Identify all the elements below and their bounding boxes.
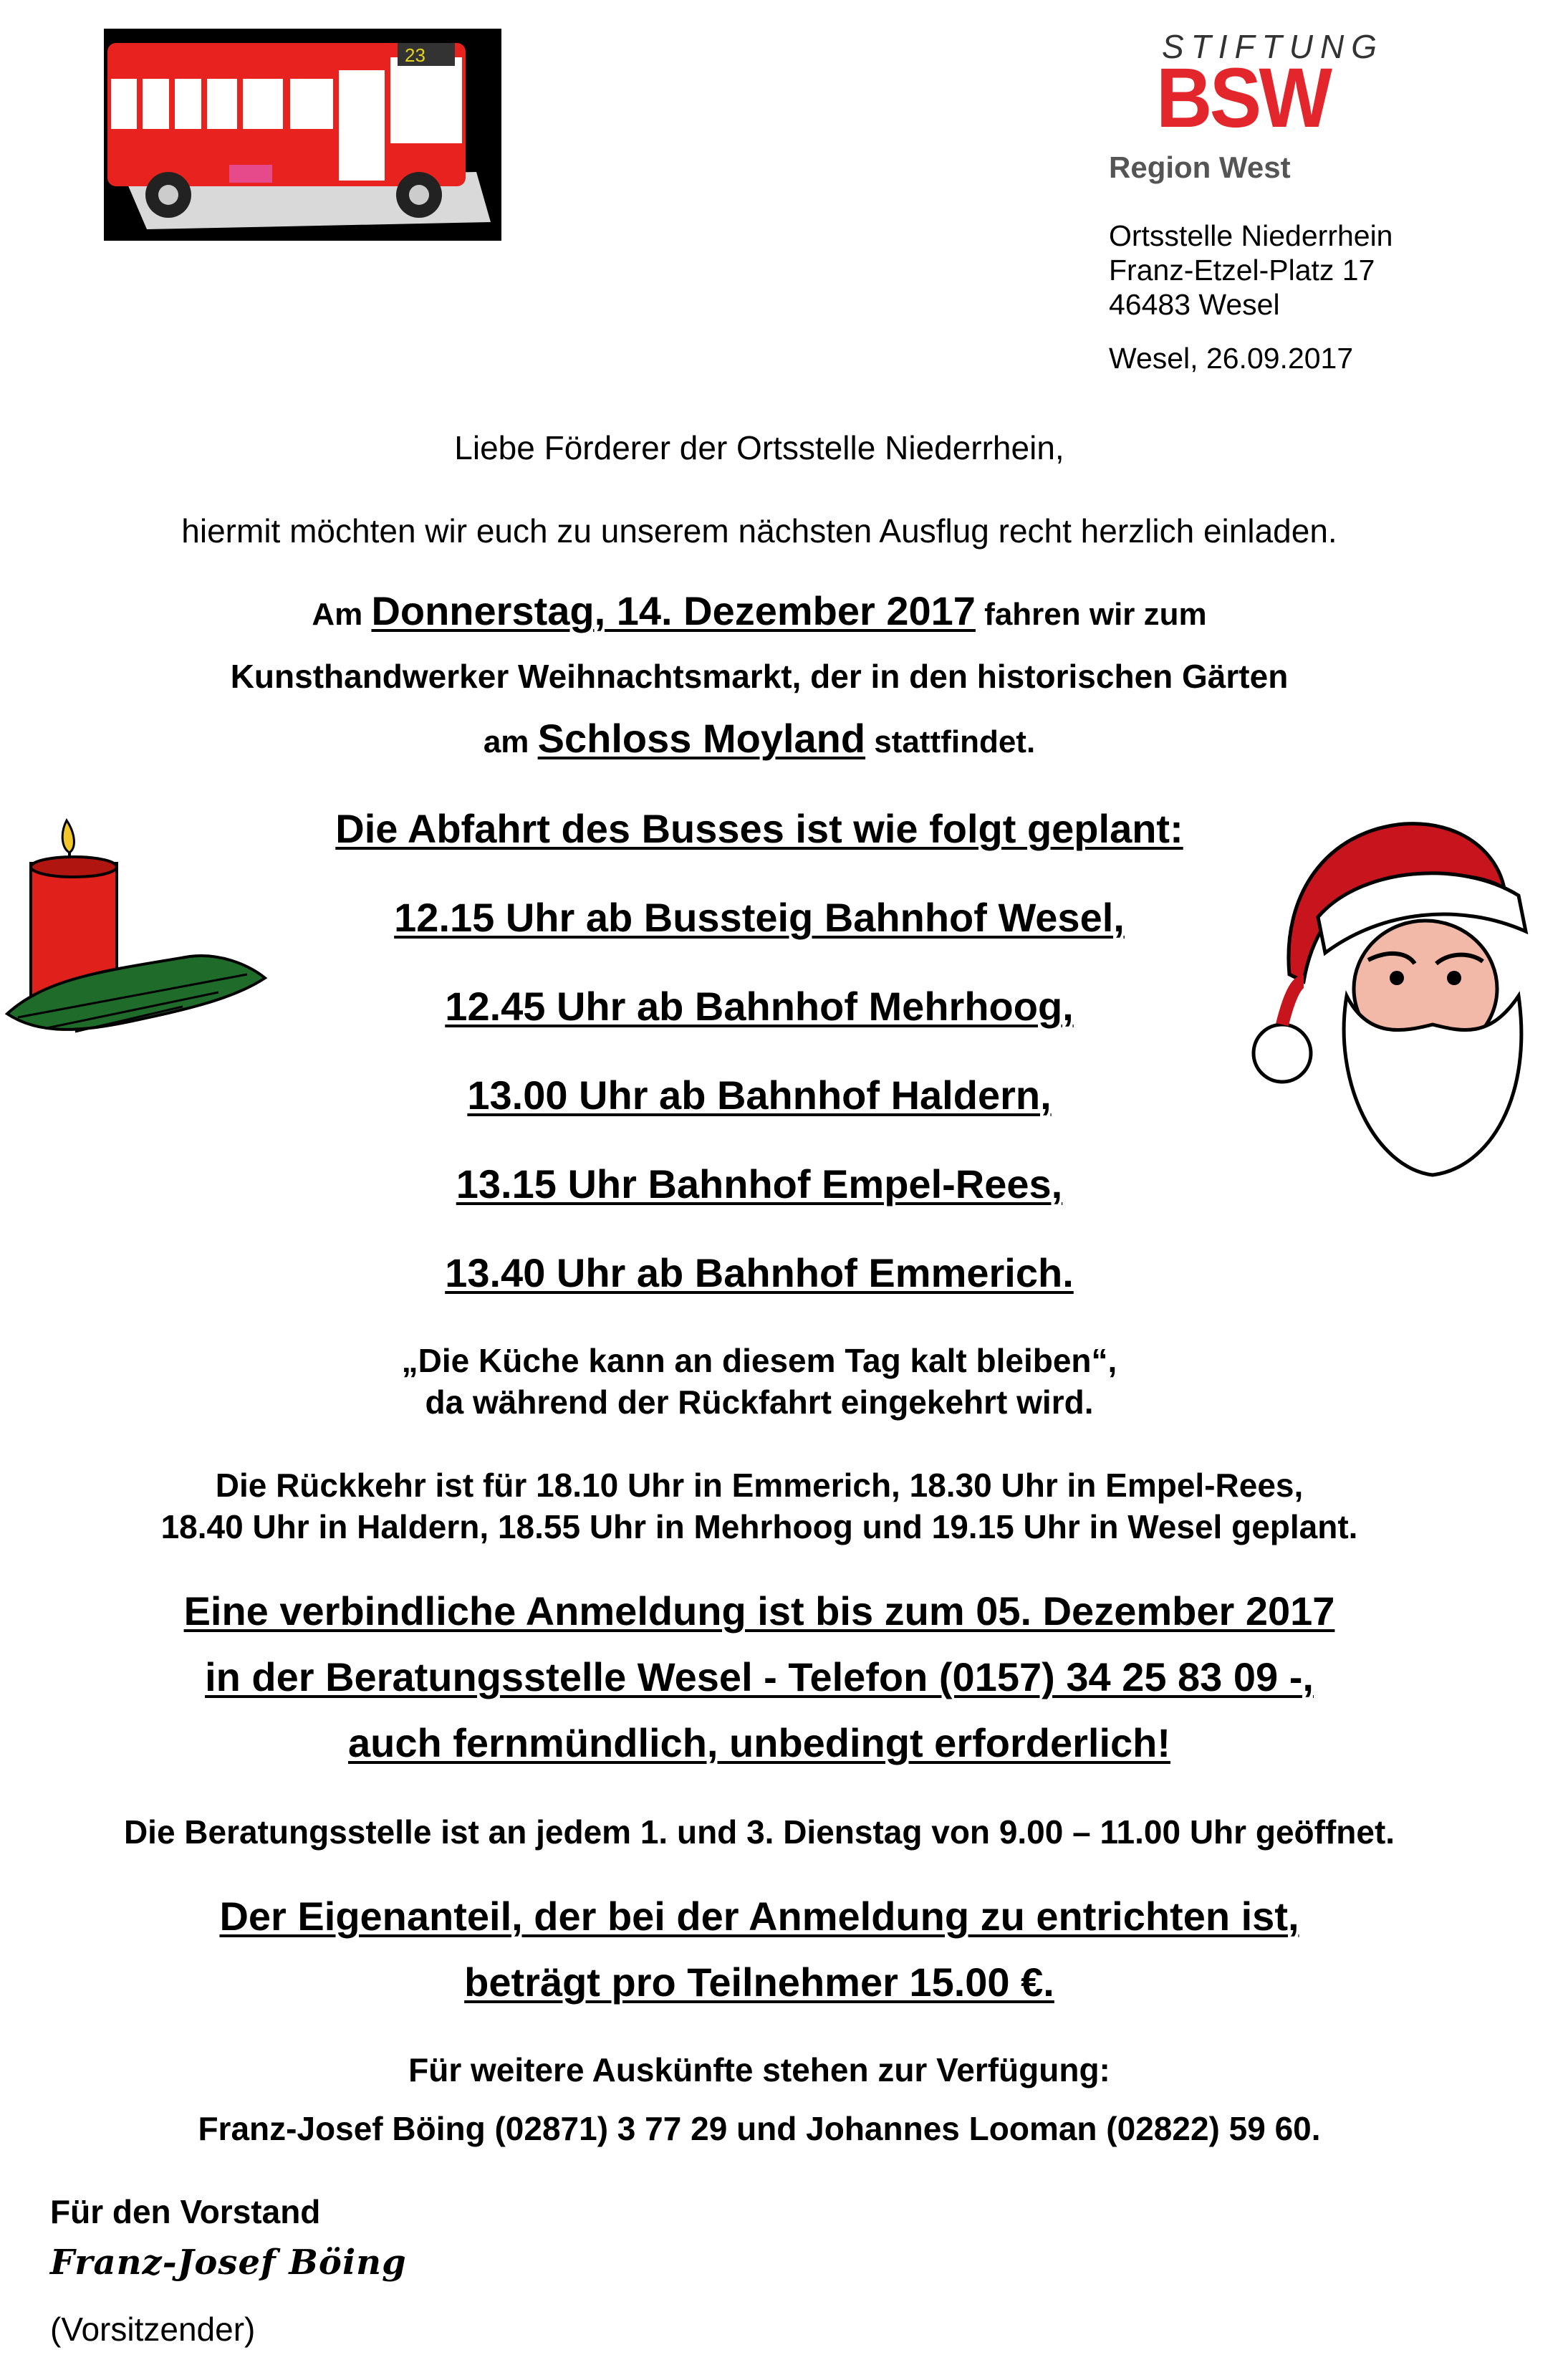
registration-line-1: Eine verbindliche Anmeldung ist bis zum 05. Dezember 2017: [183, 1588, 1335, 1634]
contact-line: Franz-Josef Böing (02871) 3 77 29 und Johannes Looman (02822) 59 60.: [198, 2110, 1321, 2147]
event-place: Schloss Moyland: [537, 716, 866, 761]
bus-illustration: [104, 29, 501, 241]
departure-item: 12.15 Uhr ab Bussteig Bahnhof Wesel,: [394, 895, 1125, 940]
departure-item: 12.45 Uhr ab Bahnhof Mehrhoog,: [445, 984, 1074, 1029]
fee-line-2: beträgt pro Teilnehmer 15.00 €.: [464, 1960, 1054, 2005]
event-line3-post: stattfindet.: [865, 724, 1036, 759]
event-pre: Am: [312, 597, 372, 632]
departure-item: 13.00 Uhr ab Bahnhof Haldern,: [467, 1073, 1052, 1118]
intro-text: hiermit möchten wir euch zu unserem nächsten Ausflug recht herzlich einladen.: [181, 512, 1337, 550]
logo-bsw-text: BSW: [1156, 51, 1330, 145]
region-label: Region West: [1109, 150, 1291, 184]
closing: Für den Vorstand: [50, 2193, 321, 2230]
sender-address: [1109, 219, 1393, 322]
signature: Franz-Josef Böing: [50, 2243, 407, 2283]
kitchen-note-line-2: da während der Rückfahrt eingekehrt wird.: [425, 1383, 1094, 1421]
kitchen-note-line-1: „Die Küche kann an diesem Tag kalt bleiben“,: [401, 1342, 1117, 1379]
registration-line-3: auch fernmündlich, unbedingt erforderlich!: [347, 1720, 1171, 1765]
registration-line-2: in der Beratungsstelle Wesel - Telefon (0157) 34 25 83 09 -,: [205, 1654, 1314, 1699]
event-line-3: [0, 715, 1519, 762]
event-line-1: [0, 587, 1519, 634]
event-date: Donnerstag, 14. Dezember 2017: [371, 588, 976, 633]
event-line3-pre: am: [483, 724, 538, 759]
greeting: Liebe Förderer der Ortsstelle Niederrhein,: [454, 429, 1064, 466]
event-line-2: Kunsthandwerker Weihnachtsmarkt, der in den historischen Gärten: [230, 658, 1289, 695]
address-line: Ortsstelle Niederrhein: [1109, 219, 1393, 252]
signer-role: (Vorsitzender): [50, 2311, 256, 2348]
departure-item: 13.15 Uhr Bahnhof Empel-Rees,: [456, 1161, 1063, 1207]
bus-route-number: 23: [405, 44, 425, 66]
address-line: Franz-Etzel-Platz 17: [1109, 254, 1375, 287]
return-line-2: 18.40 Uhr in Haldern, 18.55 Uhr in Mehrhoog und 19.15 Uhr in Wesel geplant.: [160, 1508, 1358, 1545]
logo-stiftung-text: STIFTUNG: [1162, 28, 1384, 65]
letter-date: Wesel, 26.09.2017: [1109, 342, 1354, 375]
contact-heading: Für weitere Auskünfte stehen zur Verfügung:: [408, 2051, 1110, 2088]
return-line-1: Die Rückkehr ist für 18.10 Uhr in Emmerich, 18.30 Uhr in Empel-Rees,: [215, 1467, 1304, 1504]
office-hours: Die Beratungsstelle ist an jedem 1. und 3. Dienstag von 9.00 – 11.00 Uhr geöffnet.: [123, 1813, 1395, 1851]
fee-line-1: Der Eigenanteil, der bei der Anmeldung zu entrichten ist,: [219, 1894, 1299, 1939]
event-post: fahren wir zum: [975, 597, 1207, 632]
departure-item: 13.40 Uhr ab Bahnhof Emmerich.: [445, 1250, 1074, 1295]
departure-heading: Die Abfahrt des Busses ist wie folgt geplant:: [335, 806, 1183, 851]
address-line: 46483 Wesel: [1109, 288, 1280, 321]
